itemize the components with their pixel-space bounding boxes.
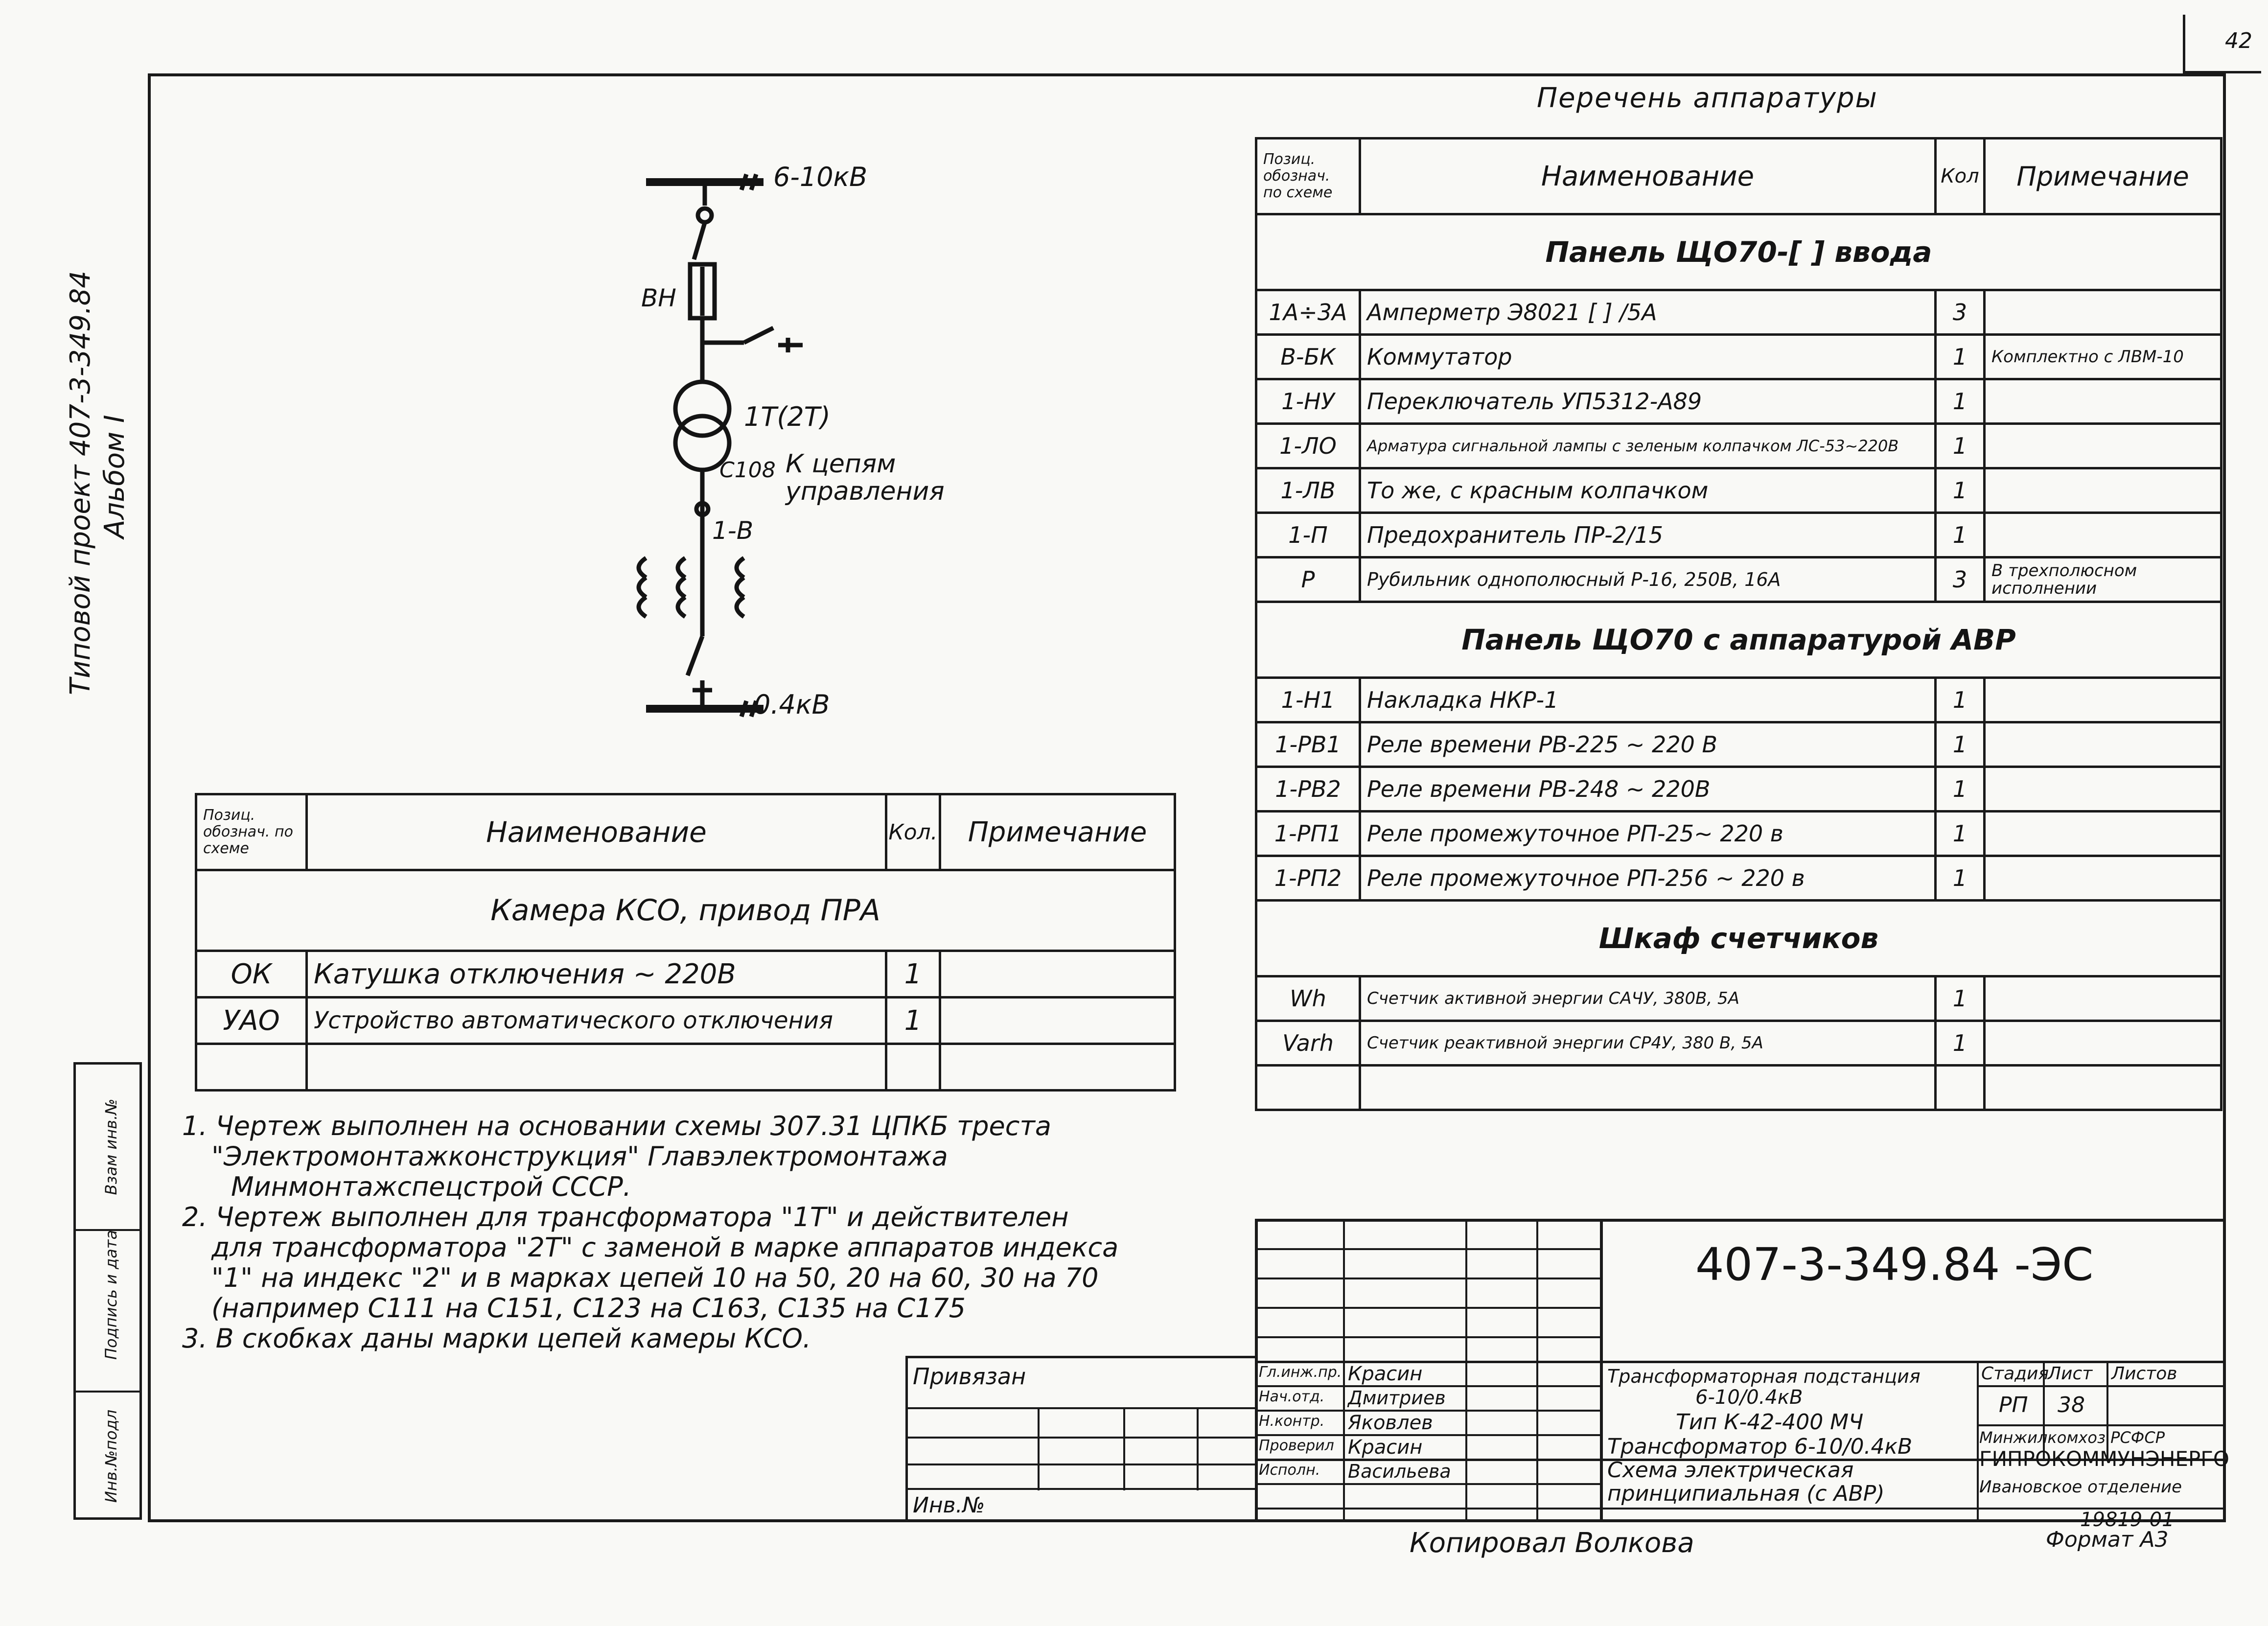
- cell-pos: ОК: [196, 951, 307, 998]
- cell-pos: 1-ЛО: [1256, 424, 1360, 468]
- note-line: для трансформатора "2Т" с заменой в марке аппаратов индекса: [211, 1232, 1119, 1263]
- header-pos: Позиц. обознач. по схеме: [1256, 139, 1360, 214]
- note-line: "Электромонтажконструкция" Главэлектромонтажа: [211, 1141, 948, 1172]
- side-stamp-cell: [76, 1393, 139, 1520]
- org-line: Минжилкомхоз РСФСР: [1979, 1428, 2165, 1447]
- cell-name: Амперметр Э8021 [ ] /5А: [1360, 290, 1936, 335]
- cell-qty: 1: [1936, 767, 1985, 812]
- apparatus-table: [1255, 137, 2222, 1111]
- section-row: [196, 870, 1175, 951]
- name-value: Дмитриев: [1348, 1387, 1446, 1409]
- archive-number: 19819-01: [2080, 1509, 2175, 1531]
- table-row: [1256, 678, 2222, 722]
- cell-name: Катушка отключения ~ 220В: [307, 951, 886, 998]
- cell-qty: 1: [886, 998, 940, 1044]
- cell-qty: [886, 1044, 940, 1091]
- role-label: Проверил: [1259, 1437, 1334, 1454]
- label-breaker: 1-В: [712, 516, 754, 545]
- header-note: Примечание: [940, 794, 1175, 870]
- cell-note: [1985, 812, 2222, 856]
- vertical-title-line1: Типовой проект 407-3-349.84: [65, 271, 96, 695]
- cell-qty: 1: [886, 951, 940, 998]
- cell-qty: 1: [1936, 856, 1985, 901]
- header-note: Примечание: [1985, 139, 2222, 214]
- cell-name: Арматура сигнальной лампы с зеленым колпачком ЛС-53~220В: [1360, 424, 1936, 468]
- cell-qty: 1: [1936, 812, 1985, 856]
- cell-pos: 1-П: [1256, 513, 1360, 557]
- section-row: [1256, 214, 2222, 290]
- inv-label: Инв.№: [913, 1493, 985, 1518]
- table-row: [196, 1044, 1175, 1091]
- vertical-title-line2: Альбом I: [99, 415, 131, 538]
- role-label: Исполн.: [1259, 1462, 1320, 1479]
- cell-note: [1985, 856, 2222, 901]
- section-row: [1256, 901, 2222, 976]
- side-stamp-label: Подпись и дата: [102, 1230, 120, 1360]
- side-stamp-cell: [76, 1065, 139, 1231]
- table-row: [1256, 976, 2222, 1021]
- cell-qty: 1: [1936, 335, 1985, 379]
- cell-qty: 3: [1936, 290, 1985, 335]
- note-line: 2. Чертеж выполнен для трансформатора "1Т" и действителен: [182, 1202, 1069, 1232]
- table-row: [1256, 379, 2222, 424]
- cell-note: [1985, 424, 2222, 468]
- cell-qty: 1: [1936, 468, 1985, 513]
- role-label: Гл.инж.пр.: [1259, 1364, 1342, 1381]
- cell-pos: 1-РВ2: [1256, 767, 1360, 812]
- header-qty: Кол: [1936, 139, 1985, 214]
- cell-name: Счетчик реактивной энергии СР4У, 380 В, 5А: [1360, 1021, 1936, 1066]
- side-stamp-label: Взам инв.№: [102, 1098, 120, 1195]
- cell-note: В трехполюсном исполнении: [1985, 557, 2222, 602]
- section-title: Панель ЩО70-[ ] ввода: [1256, 214, 2222, 290]
- copied-by: Копировал Волкова: [1410, 1527, 1694, 1559]
- ct-2: [678, 558, 685, 617]
- cell-name: Реле промежуточное РП-256 ~ 220 в: [1360, 856, 1936, 901]
- project-line: Тип К-42-400 МЧ: [1676, 1410, 1864, 1435]
- name-value: Яковлев: [1348, 1412, 1433, 1434]
- cell-pos: 1-РП2: [1256, 856, 1360, 901]
- cell-name: Коммутатор: [1360, 335, 1936, 379]
- name-value: Красин: [1348, 1436, 1423, 1459]
- cell-name: Предохранитель ПР-2/15: [1360, 513, 1936, 557]
- kso-table: [195, 793, 1176, 1092]
- header-pos: Позиц. обознач. по схеме: [196, 794, 307, 870]
- table-header-row: [1256, 139, 2222, 214]
- table-row: [1256, 812, 2222, 856]
- cell-pos: 1-НУ: [1256, 379, 1360, 424]
- role-label: Н.контр.: [1259, 1413, 1325, 1430]
- cell-name: Реле промежуточное РП-25~ 220 в: [1360, 812, 1936, 856]
- cell-pos: 1А÷3А: [1256, 290, 1360, 335]
- ct-3: [737, 558, 744, 617]
- cell-pos: 1-РП1: [1256, 812, 1360, 856]
- org-line: ГИПРОКОММУНЭНЕРГО: [1979, 1447, 2229, 1471]
- section-title: Камера КСО, привод ПРА: [196, 870, 1175, 951]
- cell-note: [940, 951, 1175, 998]
- side-stamp: [73, 1062, 142, 1520]
- transformer-winding-1: [675, 382, 729, 436]
- section-title: Шкаф счетчиков: [1256, 901, 2222, 976]
- cell-note: [1985, 513, 2222, 557]
- ct-1: [639, 558, 646, 617]
- cell-name: Рубильник однополюсный Р-16, 250В, 16А: [1360, 557, 1936, 602]
- role-label: Нач.отд.: [1259, 1388, 1325, 1405]
- note-line: "1" на индекс "2" и в марках цепей 10 на 50, 20 на 60, 30 на 70: [211, 1262, 1099, 1293]
- cell-pos: Wh: [1256, 976, 1360, 1021]
- binding-label: Привязан: [913, 1363, 1026, 1390]
- cell-note: [940, 998, 1175, 1044]
- label-circuit: С108: [719, 458, 776, 483]
- header-qty: Кол.: [886, 794, 940, 870]
- cell-pos: 1-Н1: [1256, 678, 1360, 722]
- cell-note: Комплектно с ЛВМ-10: [1985, 335, 2222, 379]
- page-number: 42: [2225, 28, 2252, 53]
- project-line: Трансформаторная подстанция: [1607, 1366, 1921, 1387]
- project-line: 6-10/0.4кВ: [1695, 1386, 1803, 1409]
- stage-label: Стадия: [1981, 1364, 2049, 1384]
- table-row: [196, 951, 1175, 998]
- side-stamp-label: Инв.№подл: [102, 1409, 120, 1503]
- cell-note: [940, 1044, 1175, 1091]
- label-lv-bus: 0.4кВ: [754, 689, 830, 720]
- page-number-box: [2183, 15, 2261, 73]
- note-line: 3. В скобках даны марки цепей камеры КСО.: [182, 1323, 811, 1354]
- sheet-value: 38: [2058, 1393, 2085, 1417]
- section-row: [1256, 602, 2222, 678]
- stage-value: РП: [1999, 1393, 2028, 1417]
- table-row: [1256, 468, 2222, 513]
- table-header-row: [196, 794, 1175, 870]
- table-row: [1256, 856, 2222, 901]
- cell-note: [1985, 722, 2222, 767]
- table-row: [1256, 1021, 2222, 1066]
- table-row: [1256, 290, 2222, 335]
- cell-pos: 1-ЛВ: [1256, 468, 1360, 513]
- cell-qty: 1: [1936, 976, 1985, 1021]
- cell-qty: 1: [1936, 678, 1985, 722]
- cell-name: [307, 1044, 886, 1091]
- cell-note: [1985, 1021, 2222, 1066]
- single-line-svg: [0, 0, 881, 734]
- cell-name: Устройство автоматического отключения: [307, 998, 886, 1044]
- name-value: Васильева: [1348, 1461, 1451, 1482]
- name-value: Красин: [1348, 1363, 1423, 1385]
- section-title: Панель ЩО70 с аппаратурой АВР: [1256, 602, 2222, 678]
- disconnector: [694, 223, 705, 259]
- cell-note: [1985, 290, 2222, 335]
- title-block: [1255, 1219, 2229, 1522]
- table-row: [1256, 767, 2222, 812]
- cell-pos: УАО: [196, 998, 307, 1044]
- label-vn: ВН: [641, 284, 676, 312]
- cell-qty: 3: [1936, 557, 1985, 602]
- label-hv-bus: 6-10кВ: [773, 162, 868, 192]
- table-row: [196, 998, 1175, 1044]
- cell-pos: 1-РВ1: [1256, 722, 1360, 767]
- table-row: [1256, 1066, 2222, 1110]
- cell-note: [1985, 379, 2222, 424]
- cell-qty: 1: [1936, 722, 1985, 767]
- sheet-title-line: Трансформатор 6-10/0.4кВ: [1607, 1434, 1913, 1459]
- cell-note: [1985, 468, 2222, 513]
- cell-qty: 1: [1936, 513, 1985, 557]
- table-row: [1256, 335, 2222, 379]
- cell-name: Накладка НКР-1: [1360, 678, 1936, 722]
- cell-name: Реле времени РВ-225 ~ 220 В: [1360, 722, 1936, 767]
- cell-pos: В-БК: [1256, 335, 1360, 379]
- sheets-label: Листов: [2111, 1364, 2177, 1384]
- table-row: [1256, 424, 2222, 468]
- cell-note: [1985, 767, 2222, 812]
- table-row: [1256, 513, 2222, 557]
- sheet-title-line: принципиальная (с АВР): [1607, 1481, 1885, 1506]
- header-name: Наименование: [307, 794, 886, 870]
- cell-qty: 1: [1936, 1021, 1985, 1066]
- lv-breaker: [688, 636, 702, 675]
- binding-stamp: [905, 1356, 1258, 1522]
- header-name: Наименование: [1360, 139, 1936, 214]
- drawing-notes: [182, 1111, 1118, 1354]
- sheet-title-line: Схема электрическая: [1607, 1458, 1854, 1483]
- cell-pos: Р: [1256, 557, 1360, 602]
- cell-note: [1985, 678, 2222, 722]
- side-stamp-cell: [76, 1231, 139, 1393]
- cell-qty: 1: [1936, 379, 1985, 424]
- label-control: К цепям управления: [786, 449, 945, 506]
- cell-name: Счетчик активной энергии САЧУ, 380В, 5А: [1360, 976, 1936, 1021]
- table-row: [1256, 557, 2222, 602]
- note-line: 1. Чертеж выполнен на основании схемы 307.31 ЦПКБ треста: [182, 1111, 1052, 1141]
- cell-pos: [196, 1044, 307, 1091]
- note-line: Минмонтажспецстрой СССР.: [231, 1171, 631, 1202]
- cell-note: [1985, 976, 2222, 1021]
- org-line: Ивановское отделение: [1979, 1477, 2182, 1497]
- cell-name: Переключатель УП5312-А89: [1360, 379, 1936, 424]
- cell-name: То же, с красным колпачком: [1360, 468, 1936, 513]
- cell-name: Реле времени РВ-248 ~ 220В: [1360, 767, 1936, 812]
- cell-qty: 1: [1936, 424, 1985, 468]
- format-label: Формат А3: [2046, 1527, 2169, 1552]
- table-row: [1256, 722, 2222, 767]
- note-line: (например С111 на С151, С123 на С163, С135 на С175: [211, 1293, 966, 1324]
- document-code: 407-3-349.84 -ЭС: [1695, 1238, 2094, 1291]
- sheet-label: Лист: [2048, 1364, 2093, 1384]
- cell-pos: Varh: [1256, 1021, 1360, 1066]
- label-transformer: 1Т(2Т): [744, 401, 831, 432]
- list-title: Перечень аппаратуры: [1537, 82, 1878, 114]
